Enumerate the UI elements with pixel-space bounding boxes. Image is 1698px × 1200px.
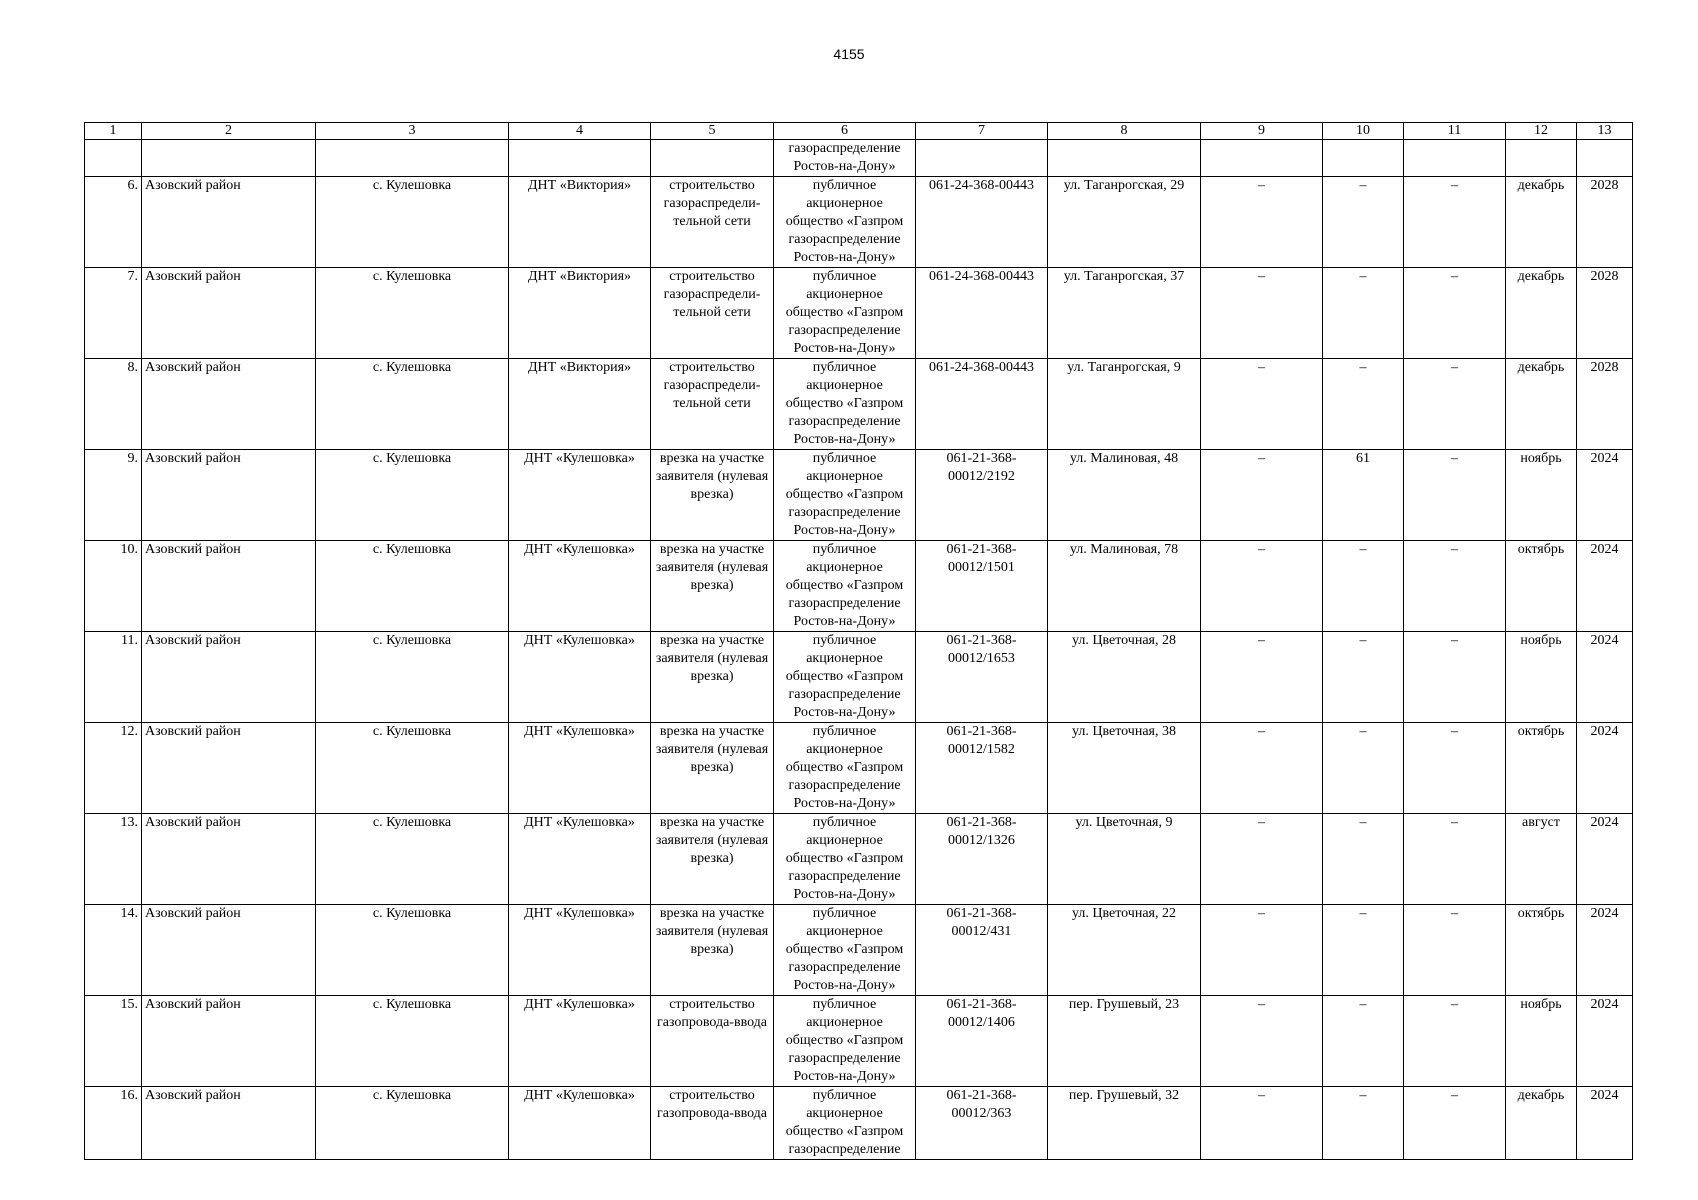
district-cell: Азовский район [142,177,316,268]
year-cell: 2024 [1577,541,1633,632]
col11-cell: – [1404,996,1506,1087]
month-cell: ноябрь [1506,450,1577,541]
table-row [85,632,1633,723]
table-row [85,177,1633,268]
month-cell: август [1506,814,1577,905]
address-cell: ул. Цветочная, 22 [1048,905,1201,996]
column-header: 6 [774,123,916,140]
row-number: 15. [85,996,142,1087]
column-header: 2 [142,123,316,140]
col10-cell: – [1323,723,1404,814]
col10-cell: – [1323,996,1404,1087]
col10-cell: – [1323,632,1404,723]
table-row [85,541,1633,632]
code-cell: 061-21-368-00012/1653 [916,632,1048,723]
col11-cell: – [1404,541,1506,632]
col11-cell: – [1404,905,1506,996]
row-number: 12. [85,723,142,814]
address-cell: ул. Малиновая, 78 [1048,541,1201,632]
district-cell: Азовский район [142,1087,316,1160]
work-type-cell: строительство газораспредели-тельной сети [651,268,774,359]
month-cell: декабрь [1506,1087,1577,1160]
year-cell: 2024 [1577,905,1633,996]
year-cell: 2024 [1577,632,1633,723]
work-type-cell: строительство газопровода-ввода [651,1087,774,1160]
row-number: 10. [85,541,142,632]
month-cell: декабрь [1506,268,1577,359]
work-type-cell: врезка на участке заявителя (нулевая врезка) [651,723,774,814]
column-header: 12 [1506,123,1577,140]
month-cell: ноябрь [1506,996,1577,1087]
address-cell: ул. Таганрогская, 37 [1048,268,1201,359]
column-header: 9 [1201,123,1323,140]
col11-cell: – [1404,632,1506,723]
year-cell: 2028 [1577,177,1633,268]
district-cell: Азовский район [142,268,316,359]
column-header: 10 [1323,123,1404,140]
address-cell: ул. Таганрогская, 9 [1048,359,1201,450]
code-cell: 061-21-368-00012/363 [916,1087,1048,1160]
register-table [84,122,1633,1160]
table-row [85,1087,1633,1160]
col9-cell: – [1201,359,1323,450]
continuation-row [85,140,1633,177]
row-number: 9. [85,450,142,541]
locality-cell: с. Кулешовка [316,905,509,996]
col11-cell: – [1404,1087,1506,1160]
work-type-cell: врезка на участке заявителя (нулевая врезка) [651,541,774,632]
column-header: 13 [1577,123,1633,140]
col10-cell: 61 [1323,450,1404,541]
company-cell: публичное акционерное общество «Газпром газораспределение Ростов-на-Дону» [774,905,916,996]
locality-cell: с. Кулешовка [316,177,509,268]
code-cell: 061-21-368-00012/2192 [916,450,1048,541]
col11-cell: – [1404,268,1506,359]
address-cell: ул. Цветочная, 9 [1048,814,1201,905]
column-header: 8 [1048,123,1201,140]
col10-cell: – [1323,268,1404,359]
locality-cell: с. Кулешовка [316,996,509,1087]
code-cell: 061-21-368-00012/1406 [916,996,1048,1087]
address-cell: ул. Цветочная, 28 [1048,632,1201,723]
year-cell: 2028 [1577,268,1633,359]
row-number: 16. [85,1087,142,1160]
organization-cell: ДНТ «Кулешовка» [509,541,651,632]
organization-cell: ДНТ «Виктория» [509,268,651,359]
code-cell: 061-21-368-00012/1326 [916,814,1048,905]
company-cell: публичное акционерное общество «Газпром газораспределение Ростов-на-Дону» [774,723,916,814]
locality-cell: с. Кулешовка [316,1087,509,1160]
organization-cell: ДНТ «Кулешовка» [509,632,651,723]
company-cell: публичное акционерное общество «Газпром газораспределение Ростов-на-Дону» [774,632,916,723]
locality-cell: с. Кулешовка [316,450,509,541]
row-number: 6. [85,177,142,268]
district-cell: Азовский район [142,996,316,1087]
page-number: 4155 [833,46,865,62]
organization-cell: ДНТ «Кулешовка» [509,814,651,905]
organization-cell: ДНТ «Кулешовка» [509,723,651,814]
row-number: 8. [85,359,142,450]
column-header: 7 [916,123,1048,140]
company-cell: публичное акционерное общество «Газпром газораспределение [774,1087,916,1160]
month-cell: октябрь [1506,905,1577,996]
table-row [85,814,1633,905]
table-row [85,905,1633,996]
company-cell: публичное акционерное общество «Газпром газораспределение Ростов-на-Дону» [774,450,916,541]
col9-cell: – [1201,450,1323,541]
col9-cell: – [1201,268,1323,359]
col10-cell: – [1323,814,1404,905]
organization-cell: ДНТ «Кулешовка» [509,905,651,996]
district-cell: Азовский район [142,814,316,905]
col9-cell: – [1201,996,1323,1087]
year-cell: 2024 [1577,1087,1633,1160]
month-cell: декабрь [1506,359,1577,450]
work-type-cell: строительство газопровода-ввода [651,996,774,1087]
code-cell: 061-21-368-00012/1582 [916,723,1048,814]
year-cell: 2024 [1577,996,1633,1087]
col11-cell: – [1404,723,1506,814]
column-header: 3 [316,123,509,140]
col10-cell: – [1323,359,1404,450]
column-header: 1 [85,123,142,140]
address-cell: ул. Цветочная, 38 [1048,723,1201,814]
column-header: 11 [1404,123,1506,140]
company-cell: публичное акционерное общество «Газпром газораспределение Ростов-на-Дону» [774,177,916,268]
code-cell: 061-24-368-00443 [916,359,1048,450]
district-cell: Азовский район [142,541,316,632]
work-type-cell: строительство газораспредели-тельной сети [651,359,774,450]
year-cell: 2024 [1577,723,1633,814]
organization-cell: ДНТ «Виктория» [509,177,651,268]
year-cell: 2028 [1577,359,1633,450]
locality-cell: с. Кулешовка [316,541,509,632]
col11-cell: – [1404,359,1506,450]
col10-cell: – [1323,177,1404,268]
col10-cell: – [1323,1087,1404,1160]
company-cell: публичное акционерное общество «Газпром газораспределение Ростов-на-Дону» [774,996,916,1087]
company-cell: публичное акционерное общество «Газпром газораспределение Ростов-на-Дону» [774,359,916,450]
address-cell: ул. Таганрогская, 29 [1048,177,1201,268]
row-number: 7. [85,268,142,359]
table-row [85,359,1633,450]
table-row [85,723,1633,814]
row-number: 13. [85,814,142,905]
month-cell: октябрь [1506,541,1577,632]
row-number: 14. [85,905,142,996]
address-cell: пер. Грушевый, 32 [1048,1087,1201,1160]
code-cell: 061-24-368-00443 [916,177,1048,268]
year-cell: 2024 [1577,450,1633,541]
work-type-cell: строительство газораспредели-тельной сети [651,177,774,268]
col11-cell: – [1404,814,1506,905]
company-cell: публичное акционерное общество «Газпром газораспределение Ростов-на-Дону» [774,541,916,632]
company-cell: публичное акционерное общество «Газпром газораспределение Ростов-на-Дону» [774,814,916,905]
col9-cell: – [1201,177,1323,268]
col10-cell: – [1323,541,1404,632]
work-type-cell: врезка на участке заявителя (нулевая врезка) [651,632,774,723]
month-cell: октябрь [1506,723,1577,814]
organization-cell: ДНТ «Кулешовка» [509,1087,651,1160]
district-cell: Азовский район [142,723,316,814]
organization-cell: ДНТ «Кулешовка» [509,450,651,541]
district-cell: Азовский район [142,450,316,541]
work-type-cell: врезка на участке заявителя (нулевая врезка) [651,905,774,996]
locality-cell: с. Кулешовка [316,632,509,723]
col9-cell: – [1201,814,1323,905]
col9-cell: – [1201,632,1323,723]
work-type-cell: врезка на участке заявителя (нулевая врезка) [651,814,774,905]
month-cell: декабрь [1506,177,1577,268]
organization-cell: ДНТ «Виктория» [509,359,651,450]
continuation-company: газораспределение Ростов-на-Дону» [774,140,916,177]
code-cell: 061-21-368-00012/1501 [916,541,1048,632]
col9-cell: – [1201,1087,1323,1160]
col11-cell: – [1404,450,1506,541]
col9-cell: – [1201,541,1323,632]
column-number-row [85,123,1633,140]
work-type-cell: врезка на участке заявителя (нулевая врезка) [651,450,774,541]
address-cell: пер. Грушевый, 23 [1048,996,1201,1087]
locality-cell: с. Кулешовка [316,814,509,905]
table-row [85,996,1633,1087]
row-number: 11. [85,632,142,723]
column-header: 5 [651,123,774,140]
company-cell: публичное акционерное общество «Газпром газораспределение Ростов-на-Дону» [774,268,916,359]
table-row [85,450,1633,541]
column-header: 4 [509,123,651,140]
col9-cell: – [1201,905,1323,996]
table-row [85,268,1633,359]
code-cell: 061-24-368-00443 [916,268,1048,359]
locality-cell: с. Кулешовка [316,359,509,450]
col10-cell: – [1323,905,1404,996]
year-cell: 2024 [1577,814,1633,905]
col9-cell: – [1201,723,1323,814]
address-cell: ул. Малиновая, 48 [1048,450,1201,541]
district-cell: Азовский район [142,905,316,996]
district-cell: Азовский район [142,359,316,450]
locality-cell: с. Кулешовка [316,268,509,359]
code-cell: 061-21-368-00012/431 [916,905,1048,996]
locality-cell: с. Кулешовка [316,723,509,814]
month-cell: ноябрь [1506,632,1577,723]
district-cell: Азовский район [142,632,316,723]
col11-cell: – [1404,177,1506,268]
organization-cell: ДНТ «Кулешовка» [509,996,651,1087]
